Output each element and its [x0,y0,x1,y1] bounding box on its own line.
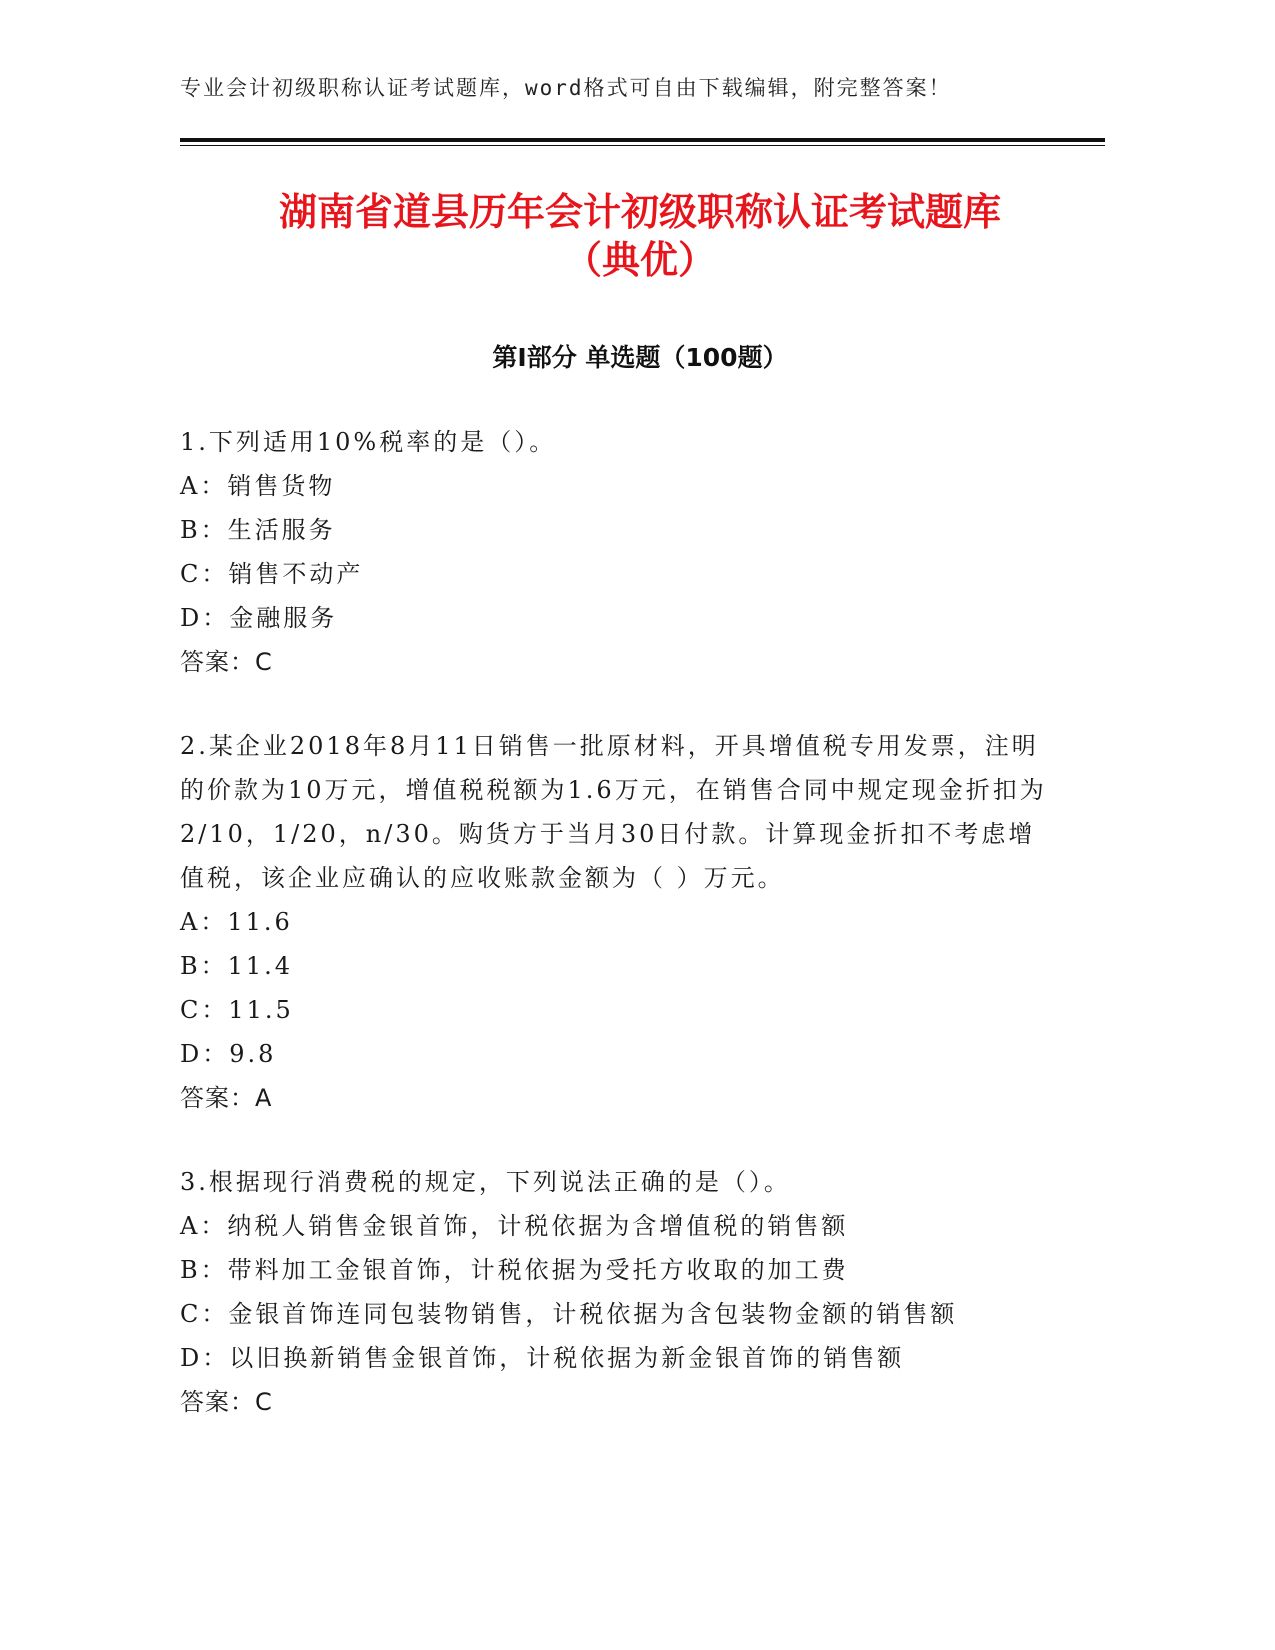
section-title: 第Ⅰ部分 单选题（100题） [492,343,788,372]
option-a: A：销售货物 [180,472,336,500]
answer: 答案：A [180,1084,273,1112]
header-rule-thin [180,145,1105,146]
question-2 [180,724,1060,1120]
document-title-line1: 湖南省道县历年会计初级职称认证考试题库 [278,190,1001,234]
header-note: 专业会计初级职称认证考试题库，word格式可自由下载编辑，附完整答案！ [180,76,952,100]
option-b: B：带料加工金银首饰，计税依据为受托方收取的加工费 [180,1256,849,1284]
question-text: 1.下列适用10%税率的是（）。 [180,428,557,456]
question-list [180,420,1060,1464]
option-c: C：金银首饰连同包装物销售，计税依据为含包装物金额的销售额 [180,1300,958,1328]
option-c: C：11.5 [180,996,294,1024]
option-d: D：以旧换新销售金银首饰，计税依据为新金银首饰的销售额 [180,1344,905,1372]
option-c: C：销售不动产 [180,560,364,588]
question-text: 2.某企业2018年8月11日销售一批原材料，开具增值税专用发票，注明的价款为10万元，增值税税额为1.6万元，在销售合同中规定现金折扣为2/10，1/20，n/30。购货方于当月30日付款。计算现金折扣不考虑增值税，该企业应确认的应收账款金额为（ ）万元。 [180,732,1047,892]
option-b: B：生活服务 [180,516,336,544]
question-3 [180,1160,1060,1424]
option-a: A：纳税人销售金银首饰，计税依据为含增值税的销售额 [180,1212,849,1240]
option-a: A：11.6 [180,908,293,936]
option-b: B：11.4 [180,952,294,980]
option-d: D：9.8 [180,1040,277,1068]
question-text: 3.根据现行消费税的规定，下列说法正确的是（）。 [180,1168,791,1196]
document-title [140,188,1140,284]
question-1 [180,420,1060,684]
answer: 答案：C [180,648,273,676]
document-title-line2: （典优） [563,238,716,282]
answer: 答案：C [180,1388,273,1416]
option-d: D：金融服务 [180,604,338,632]
header-rule-thick [180,138,1105,142]
